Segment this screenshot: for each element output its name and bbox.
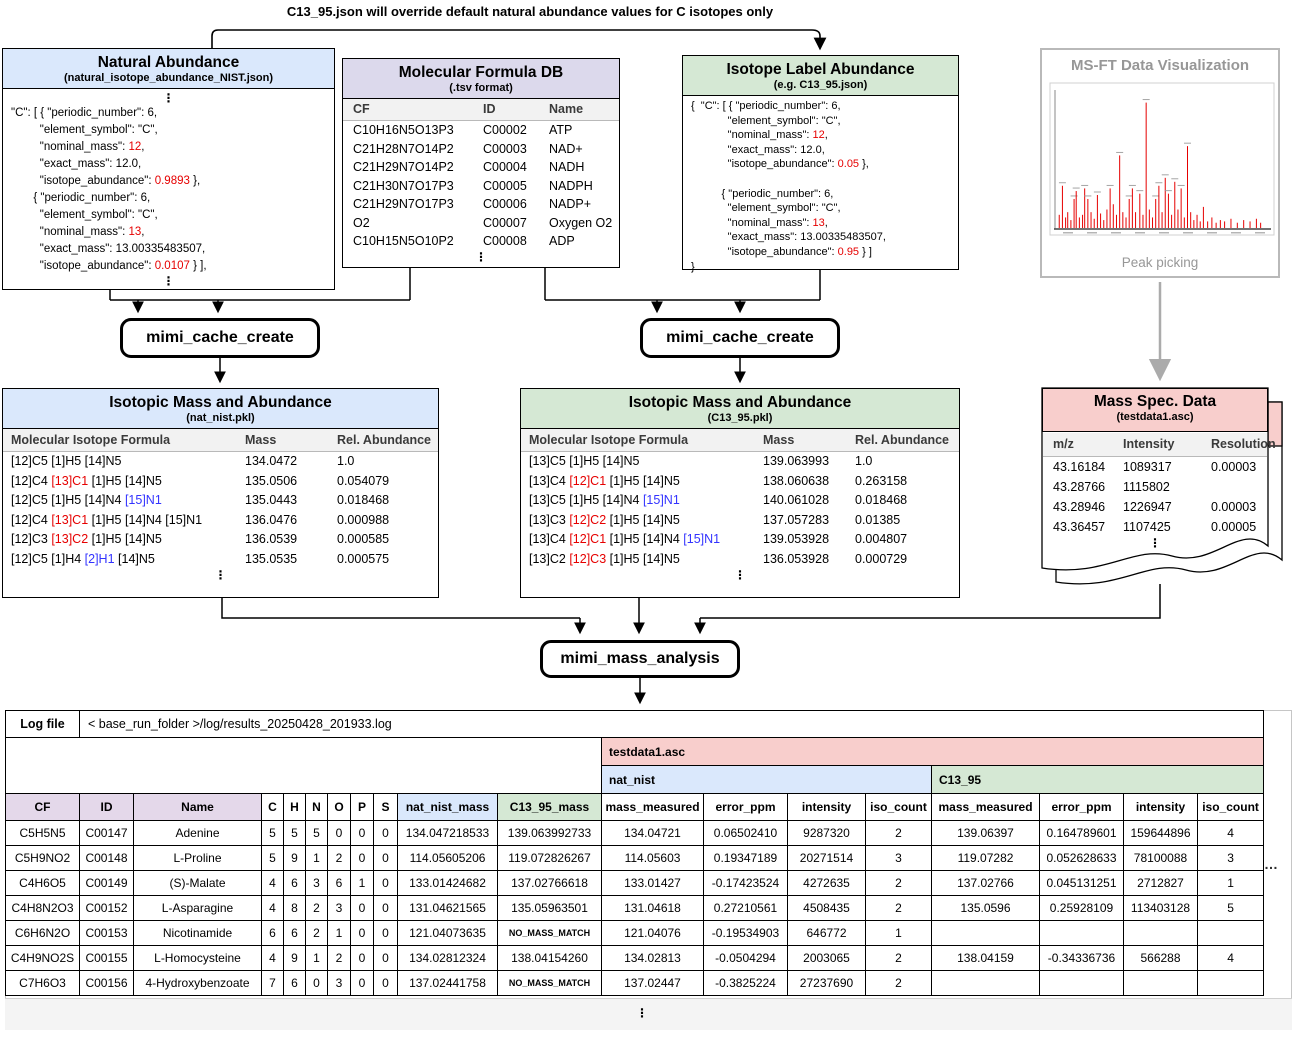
cell: 4508435 [788, 896, 866, 921]
nat-nist-table-box [2, 388, 439, 598]
cell: 6 [284, 871, 306, 896]
cell: 1 [328, 921, 351, 946]
cell: -0.17423524 [704, 871, 788, 896]
cell: 2712827 [1124, 871, 1198, 896]
table-row: [13]C5 [1]H5 [14]N5 139.063993 1.0 [529, 454, 873, 468]
cell: 9287320 [788, 821, 866, 846]
cell: 6 [262, 921, 284, 946]
header-cell: O [328, 794, 351, 821]
header-cell: intensity [1124, 794, 1198, 821]
cell: 134.04721 [602, 821, 704, 846]
cell: 2 [866, 946, 932, 971]
results-row [6, 921, 1264, 946]
json-line: "exact_mass": 13.00335483507, [691, 231, 886, 244]
msft-title: MS-FT Data Visualization [1070, 57, 1250, 74]
results-table [5, 710, 1264, 996]
cell: 113403128 [1124, 896, 1198, 921]
cell: 4272635 [788, 871, 866, 896]
more-below: ⋮ [1149, 536, 1161, 550]
cell: 4 [262, 896, 284, 921]
annotation-arrow [212, 30, 820, 48]
cell: 114.05605206 [398, 846, 498, 871]
cell: 0 [374, 921, 398, 946]
header-cell: N [306, 794, 328, 821]
cell: C00149 [80, 871, 134, 896]
cell: 3 [328, 971, 351, 996]
spectrum-chart [1049, 82, 1275, 240]
cell [1040, 921, 1124, 946]
json-line: "exact_mass": 12.0, [691, 143, 825, 156]
cell: 0 [351, 971, 374, 996]
cell: 119.072826267 [498, 846, 602, 871]
box-subtitle: (C13_95.pkl) [707, 412, 773, 424]
cell: C00155 [80, 946, 134, 971]
header-cell: error_ppm [1040, 794, 1124, 821]
cell: 3 [866, 846, 932, 871]
results-row [6, 846, 1264, 871]
cell: 138.04154260 [498, 946, 602, 971]
cell: 131.04621565 [398, 896, 498, 921]
json-line: "nominal_mass": 12, [691, 129, 828, 142]
nat-nist-header [3, 389, 438, 429]
cell: NO_MASS_MATCH [498, 921, 602, 946]
cell: C4H6O5 [6, 871, 80, 896]
cell: 2 [866, 821, 932, 846]
cell: 2 [866, 896, 932, 921]
cell: 134.02813 [602, 946, 704, 971]
cell: 0.052628633 [1040, 846, 1124, 871]
json-line: "exact_mass": 13.00335483507, [11, 243, 206, 255]
peak-picking-label: Peak picking [1121, 255, 1199, 270]
cell: 0 [351, 946, 374, 971]
column-headers: m/z Intensity Resolution [1043, 433, 1267, 457]
cell: 2 [306, 921, 328, 946]
cell: 1 [866, 921, 932, 946]
cell: Nicotinamide [134, 921, 262, 946]
results-row [6, 896, 1264, 921]
cell: 1 [351, 871, 374, 896]
json-line: "nominal_mass": 12, [11, 141, 145, 153]
cell: L-Homocysteine [134, 946, 262, 971]
more-above: ⋮ [162, 91, 175, 105]
cell: Adenine [134, 821, 262, 846]
cell: 0 [351, 896, 374, 921]
cell: C6H6N2O [6, 921, 80, 946]
mass-spec-table [1043, 433, 1276, 550]
cell: C00148 [80, 846, 134, 871]
cell: C7H6O3 [6, 971, 80, 996]
table-row: C21H29N7O17P3 C00006 NADP+ [353, 197, 592, 211]
cell [1040, 971, 1124, 996]
column-header-row [6, 794, 1264, 821]
cell: 5 [306, 821, 328, 846]
cell: 114.05603 [602, 846, 704, 871]
cell: < base_run_folder >/log/results_20250428_201933.log [80, 711, 1264, 738]
json-line: } [691, 260, 695, 273]
table-row: [13]C3 [12]C2 [1]H5 [14]N5 137.057283 0.01385 [529, 512, 901, 527]
cell: 159644896 [1124, 821, 1198, 846]
box-subtitle: (nat_nist.pkl) [186, 412, 255, 424]
box-subtitle: (natural_isotope_abundance_NIST.json) [63, 72, 274, 84]
json-line: "C": [ { "periodic_number": 6, [11, 107, 158, 119]
cell: 0 [306, 971, 328, 996]
table-row: 43.28766 1115802 [1053, 480, 1170, 494]
cell: C00156 [80, 971, 134, 996]
table-row: [13]C2 [12]C3 [1]H5 [14]N5 136.053928 0.000729 [529, 551, 908, 566]
json-line: "element_symbol": "C", [11, 209, 158, 221]
results-row [6, 946, 1264, 971]
table-row: [12]C5 [1]H4 [2]H1 [14]N5 135.0535 0.000575 [11, 551, 390, 566]
header-cell: P [351, 794, 374, 821]
cell: 0.19347189 [704, 846, 788, 871]
cell [1198, 921, 1264, 946]
cell: 134.02812324 [398, 946, 498, 971]
json-line: "nominal_mass": 13, [691, 216, 828, 229]
header-cell: mass_measured [602, 794, 704, 821]
process-label: mimi_mass_analysis [560, 650, 720, 667]
cell: C5H9NO2 [6, 846, 80, 871]
cell: -0.34336736 [1040, 946, 1124, 971]
cell: 9 [284, 946, 306, 971]
box-title: Isotopic Mass and Abundance [109, 394, 332, 411]
cell [1124, 971, 1198, 996]
json-line: "element_symbol": "C", [11, 124, 158, 136]
cell: 0.045131251 [1040, 871, 1124, 896]
cell: 0.27210561 [704, 896, 788, 921]
more-below: ⋮ [214, 568, 227, 582]
cell: 3 [306, 871, 328, 896]
cell: 78100088 [1124, 846, 1198, 871]
more-below: ⋮ [734, 568, 746, 582]
cell: 121.04076 [602, 921, 704, 946]
cell: -0.0504294 [704, 946, 788, 971]
cell: 0.25928109 [1040, 896, 1124, 921]
header-cell: C [262, 794, 284, 821]
cell: NO_MASS_MATCH [498, 971, 602, 996]
cell: -0.3825224 [704, 971, 788, 996]
cell: 138.04159 [932, 946, 1040, 971]
cell: 6 [284, 971, 306, 996]
box-title: Molecular Formula DB [398, 64, 564, 81]
log-file-row [6, 711, 1264, 738]
json-line: "isotope_abundance": 0.95 } ] [691, 245, 872, 258]
column-headers: CF ID Name [343, 99, 619, 121]
header-cell: S [374, 794, 398, 821]
isotope-label-header [683, 56, 958, 96]
cell: 3 [1198, 846, 1264, 871]
cell: 135.0596 [932, 896, 1040, 921]
box-subtitle: (.tsv format) [449, 82, 513, 94]
header-cell: H [284, 794, 306, 821]
mimi-cache-create-left [120, 318, 320, 358]
cell: 139.063992733 [498, 821, 602, 846]
cell: 2003065 [788, 946, 866, 971]
json-line: "element_symbol": "C", [691, 114, 841, 127]
table-row: [12]C5 [1]H5 [14]N5 134.0472 1.0 [11, 454, 355, 468]
process-label: mimi_cache_create [666, 329, 814, 346]
table-row: C10H16N5O13P3 C00002 ATP [353, 123, 573, 137]
table-row: C21H28N7O14P2 C00003 NAD+ [353, 141, 583, 156]
mimi-mass-analysis [540, 640, 740, 678]
formula-db-box [342, 58, 620, 268]
c13-95-header [521, 389, 959, 429]
cell: 0 [374, 821, 398, 846]
cell: 0 [351, 846, 374, 871]
cell: C4H9NO2S [6, 946, 80, 971]
process-label: mimi_cache_create [146, 329, 294, 346]
formula-db-table [343, 99, 619, 251]
cell: 137.02447 [602, 971, 704, 996]
cell [1198, 971, 1264, 996]
cell: 137.02766 [932, 871, 1040, 896]
cell: C00147 [80, 821, 134, 846]
box-title: Natural Abundance [97, 54, 240, 71]
formula-db-header [343, 59, 619, 99]
cell: 2 [866, 871, 932, 896]
cell: 119.07282 [932, 846, 1040, 871]
cell: 2 [328, 946, 351, 971]
json-line: { "periodic_number": 6, [691, 187, 834, 200]
table-row: [12]C3 [13]C2 [1]H5 [14]N5 136.0539 0.000585 [11, 532, 390, 546]
cell: 0 [351, 921, 374, 946]
json-snippet [683, 96, 958, 277]
json-line: "isotope_abundance": 0.05 }, [691, 158, 869, 171]
json-line: { "periodic_number": 6, [11, 192, 151, 204]
json-line: "element_symbol": "C", [691, 202, 841, 215]
cell: 0 [374, 846, 398, 871]
more-columns-ellipsis: … [1264, 856, 1279, 872]
cell: (S)-Malate [134, 871, 262, 896]
cell: 4 [1198, 946, 1264, 971]
cell: 4 [262, 871, 284, 896]
table-row: [13]C4 [12]C1 [1]H5 [14]N5 138.060638 0.263158 [529, 473, 908, 488]
cell: 3 [328, 896, 351, 921]
table-row: 43.16184 1089317 0.00003 [1053, 460, 1257, 474]
cell: 0 [328, 821, 351, 846]
header-cell: iso_count [866, 794, 932, 821]
json-line: "isotope_abundance": 0.0107 } ], [11, 260, 207, 272]
table-row: [12]C4 [13]C1 [1]H5 [14]N4 [15]N1 136.0476 0.000988 [11, 512, 390, 527]
table-row: [13]C4 [12]C1 [1]H5 [14]N4 [15]N1 139.053928 0.004807 [529, 532, 908, 546]
table-row: C10H15N5O10P2 C00008 ADP [353, 234, 575, 248]
cell: 131.04618 [602, 896, 704, 921]
results-row [6, 871, 1264, 896]
cell: 135.05963501 [498, 896, 602, 921]
mimi-cache-create-right [640, 318, 840, 358]
header-cell: mass_measured [932, 794, 1040, 821]
cell: 1 [1198, 871, 1264, 896]
cell: L-Proline [134, 846, 262, 871]
table-row: [12]C4 [13]C1 [1]H5 [14]N5 135.0506 0.054079 [11, 473, 390, 488]
table-row: 43.28946 1226947 0.00003 [1053, 500, 1257, 514]
cell: 121.04073635 [398, 921, 498, 946]
cell: 0 [351, 821, 374, 846]
results-panel [5, 710, 1292, 1030]
json-line: "nominal_mass": 13, [11, 226, 145, 238]
more-below: ⋮ [475, 249, 487, 264]
header-cell: Log file [6, 711, 80, 738]
cell [932, 921, 1040, 946]
cell: 646772 [788, 921, 866, 946]
cell: 0 [374, 896, 398, 921]
isotope-label-box [682, 55, 959, 273]
results-footer [5, 998, 1292, 1030]
cell: 27237690 [788, 971, 866, 996]
table-row: 43.36457 1107425 0.00005 [1053, 520, 1257, 534]
cell: 137.02441758 [398, 971, 498, 996]
cell: 4 [1198, 821, 1264, 846]
cell: 0.164789601 [1040, 821, 1124, 846]
cell [932, 971, 1040, 996]
cell: 4-Hydroxybenzoate [134, 971, 262, 996]
cell: 1 [306, 846, 328, 871]
cell: 9 [284, 846, 306, 871]
box-title: Mass Spec. Data [1093, 393, 1217, 410]
more-rows: ⋮ [636, 1006, 648, 1020]
cell: 5 [284, 821, 306, 846]
mass-spec-header [1042, 388, 1268, 432]
cell: 2 [306, 896, 328, 921]
cell: 0 [374, 971, 398, 996]
more-below: ⋮ [162, 274, 175, 288]
json-line: "exact_mass": 12.0, [11, 158, 142, 170]
cell: 566288 [1124, 946, 1198, 971]
cell: 133.01427 [602, 871, 704, 896]
cell: 0 [374, 946, 398, 971]
box-title: Isotope Label Abundance [726, 61, 915, 78]
json-line: { "C": [ { "periodic_number": 6, [691, 100, 841, 112]
cell: C5H5N5 [6, 821, 80, 846]
cell: 2 [866, 971, 932, 996]
box-title: Isotopic Mass and Abundance [628, 394, 852, 411]
header-cell: ID [80, 794, 134, 821]
header-cell: CF [6, 794, 80, 821]
header-cell: iso_count [1198, 794, 1264, 821]
header-cell: intensity [788, 794, 866, 821]
cell: 5 [262, 821, 284, 846]
cell: 1 [306, 946, 328, 971]
header-cell: C13_95_mass [498, 794, 602, 821]
cell: 6 [328, 871, 351, 896]
cell: testdata1.asc [602, 738, 1264, 766]
cell: 133.01424682 [398, 871, 498, 896]
column-headers: Molecular Isotope Formula Mass Rel. Abundance [3, 429, 438, 452]
cell: 139.06397 [932, 821, 1040, 846]
file-band-row [6, 738, 1264, 766]
results-row [6, 971, 1264, 996]
c13-95-table-box [520, 388, 960, 598]
cell: L-Asparagine [134, 896, 262, 921]
cell [6, 738, 602, 794]
cell [1124, 921, 1198, 946]
natural-abundance-header [3, 49, 334, 89]
cell: 137.02766618 [498, 871, 602, 896]
table-row: [12]C5 [1]H5 [14]N4 [15]N1 135.0443 0.018468 [11, 493, 390, 507]
header-cell: nat_nist_mass [398, 794, 498, 821]
json-snippet [3, 89, 334, 291]
cell: nat_nist [602, 766, 932, 794]
table-row: C21H30N7O17P3 C00005 NADPH [353, 178, 593, 193]
cell: C00152 [80, 896, 134, 921]
json-line [691, 172, 950, 187]
table-row: [13]C5 [1]H5 [14]N4 [15]N1 140.061028 0.018468 [529, 493, 908, 507]
table-row: O2 C00007 Oxygen O2 [353, 215, 613, 230]
cell: 5 [1198, 896, 1264, 921]
column-headers: Molecular Isotope Formula Mass Rel. Abundance [521, 429, 959, 452]
cell: 0.06502410 [704, 821, 788, 846]
cell: 2 [328, 846, 351, 871]
cell: 4 [262, 946, 284, 971]
table-row: C21H29N7O14P2 C00004 NADH [353, 160, 585, 174]
header-cell: Name [134, 794, 262, 821]
box-subtitle: (testdata1.asc) [1116, 411, 1194, 423]
cell: 134.047218533 [398, 821, 498, 846]
box-subtitle: (e.g. C13_95.json) [773, 79, 868, 91]
natural-abundance-box [2, 48, 335, 290]
cell: 8 [284, 896, 306, 921]
results-row [6, 821, 1264, 846]
cell: 6 [284, 921, 306, 946]
cell: -0.19534903 [704, 921, 788, 946]
cell: 5 [262, 846, 284, 871]
cell: C4H8N2O3 [6, 896, 80, 921]
c13-95-rows [521, 429, 959, 569]
results-grid [5, 710, 1264, 996]
cell: C13_95 [932, 766, 1264, 794]
cell: 0 [374, 871, 398, 896]
cell: 20271514 [788, 846, 866, 871]
annotation-text: C13_95.json will override default natural abundance values for C isotopes only [286, 4, 774, 19]
nat-nist-rows [3, 429, 438, 569]
json-line: "isotope_abundance": 0.9893 }, [11, 175, 201, 187]
cell: C00153 [80, 921, 134, 946]
cell: 7 [262, 971, 284, 996]
msft-visualization-box [1040, 48, 1280, 278]
header-cell: error_ppm [704, 794, 788, 821]
